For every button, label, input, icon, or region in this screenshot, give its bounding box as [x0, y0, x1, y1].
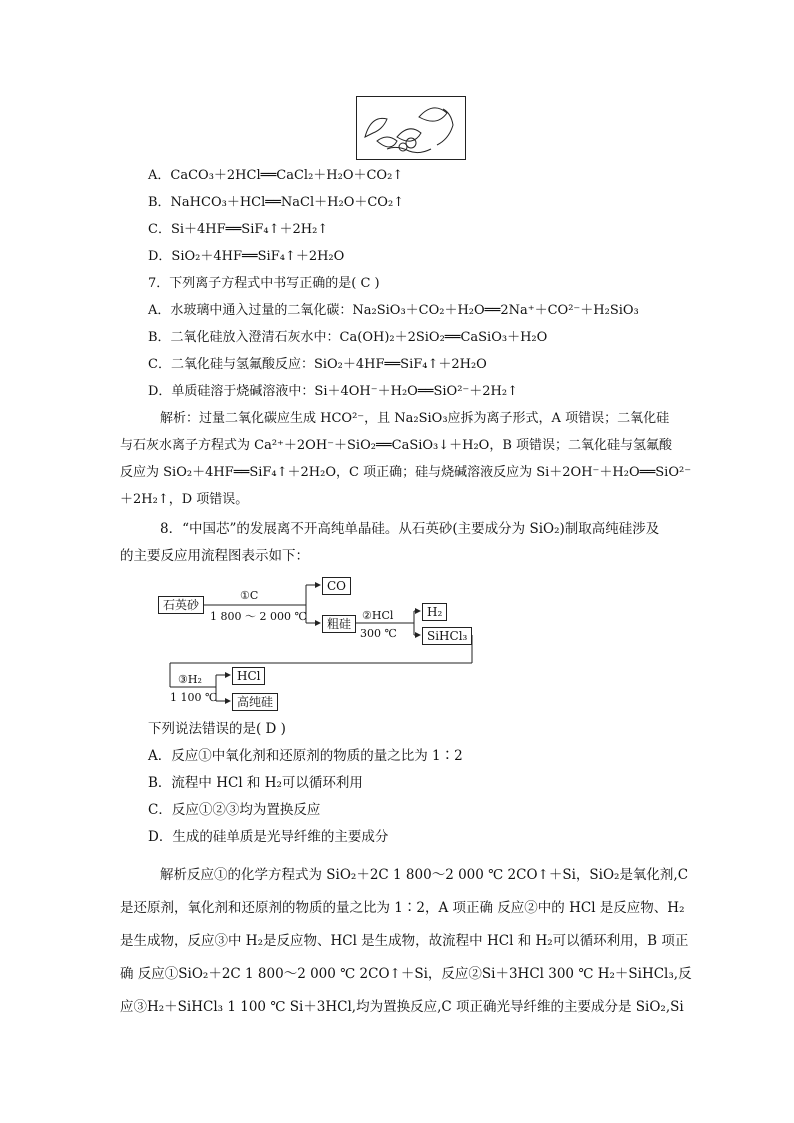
q8-stem-line-2: 的主要反应用流程图表示如下：	[120, 548, 309, 564]
flow-step1-condition: 1 800 ～ 2 000 ℃	[210, 610, 307, 623]
q6-option-c: C．Si＋4HF══SiF₄↑＋2H₂↑	[148, 222, 329, 237]
q7-option-b: B．二氧化硅放入澄清石灰水中：Ca(OH)₂＋2SiO₂══CaSiO₃＋H₂O	[148, 330, 548, 345]
flow-box-hcl: HCl	[232, 667, 265, 685]
illustration-figure	[356, 96, 466, 160]
q8-option-a: A．反应①中氧化剂和还原剂的物质的量之比为 1∶2	[148, 748, 463, 764]
flow-step3-reagent: ③H₂	[178, 673, 202, 686]
flow-step1-reagent: ①C	[240, 589, 259, 602]
q7-option-d: D．单质硅溶于烧碱溶液中：Si＋4OH⁻＋H₂O══SiO²⁻＋2H₂↑	[148, 384, 518, 399]
q6-option-b: B．NaHCO₃＋HCl══NaCl＋H₂O＋CO₂↑	[148, 195, 405, 210]
flow-step2-condition: 300 ℃	[360, 627, 397, 640]
q7-stem: 7．下列离子方程式中书写正确的是( C )	[148, 276, 380, 291]
flow-step3-condition: 1 100 ℃	[170, 691, 218, 704]
q7-analysis-line-1: 解析：过量二氧化碳应生成 HCO²⁻，且 Na₂SiO₃应拆为离子形式，A 项错误；二氧化硅	[160, 411, 670, 426]
q7-option-a: A．水玻璃中通入过量的二氧化碳：Na₂SiO₃＋CO₂＋H₂O══2Na⁺＋CO²⁻＋H₂SiO₃	[148, 303, 639, 318]
q8-analysis-line-4: 确 反应①SiO₂＋2C 1 800～2 000 ℃ 2CO↑＋Si，反应②Si＋3HCl 300 ℃ H₂＋SiHCl₃,反	[120, 966, 692, 982]
q8-analysis-line-5: 应③H₂＋SiHCl₃ 1 100 ℃ Si＋3HCl,均为置换反应,C 项正确光导纤维的主要成分是 SiO₂,Si	[120, 999, 684, 1015]
q8-option-b: B．流程中 HCl 和 H₂可以循环利用	[148, 775, 363, 791]
q8-analysis-line-2: 是还原剂，氧化剂和还原剂的物质的量之比为 1∶2，A 项正确 反应②中的 HCl 是反应物、H₂	[120, 900, 685, 916]
q6-option-a: A．CaCO₃＋2HCl══CaCl₂＋H₂O＋CO₂↑	[148, 168, 404, 183]
q7-option-c: C．二氧化硅与氢氟酸反应：SiO₂＋4HF══SiF₄↑＋2H₂O	[148, 357, 487, 372]
flow-box-co: CO	[322, 577, 351, 595]
q8-analysis-line-3: 是生成物，反应③中 H₂是反应物、HCl 是生成物，故流程中 HCl 和 H₂可以循环利用，B 项正	[120, 933, 689, 949]
flow-box-crude-si: 粗硅	[322, 615, 356, 633]
flow-step2-reagent: ②HCl	[362, 609, 394, 622]
flow-box-sihcl3: SiHCl₃	[422, 627, 472, 645]
q7-analysis-line-3: 反应为 SiO₂＋4HF══SiF₄↑＋2H₂O，C 项正确；硅与烧碱溶液反应为 Si＋2OH⁻＋H₂O══SiO²⁻	[120, 465, 692, 480]
flow-box-h2: H₂	[422, 603, 447, 621]
q8-option-c: C．反应①②③均为置换反应	[148, 802, 321, 818]
q8-stem-line-1: 8．“中国芯”的发展离不开高纯单晶硅。从石英砂(主要成分为 SiO₂)制取高纯硅涉及	[160, 521, 660, 537]
q7-analysis-line-4: ＋2H₂↑，D 项错误。	[120, 492, 249, 507]
q8-option-d: D．生成的硅单质是光导纤维的主要成分	[148, 829, 389, 845]
q6-option-d: D．SiO₂＋4HF══SiF₄↑＋2H₂O	[148, 249, 345, 264]
q7-analysis-line-2: 与石灰水离子方程式为 Ca²⁺＋2OH⁻＋SiO₂══CaSiO₃↓＋H₂O，B 项错误；二氧化硅与氢氟酸	[120, 438, 673, 453]
process-flow-chart	[150, 575, 480, 715]
flow-box-quartz-sand: 石英砂	[158, 596, 204, 614]
flow-box-pure-si: 高纯硅	[232, 693, 278, 711]
q8-analysis-line-1: 解析反应①的化学方程式为 SiO₂＋2C 1 800～2 000 ℃ 2CO↑＋Si，SiO₂是氧化剂,C	[160, 867, 689, 883]
flower-illustration	[357, 97, 465, 159]
q8-question: 下列说法错误的是( D )	[148, 721, 286, 737]
